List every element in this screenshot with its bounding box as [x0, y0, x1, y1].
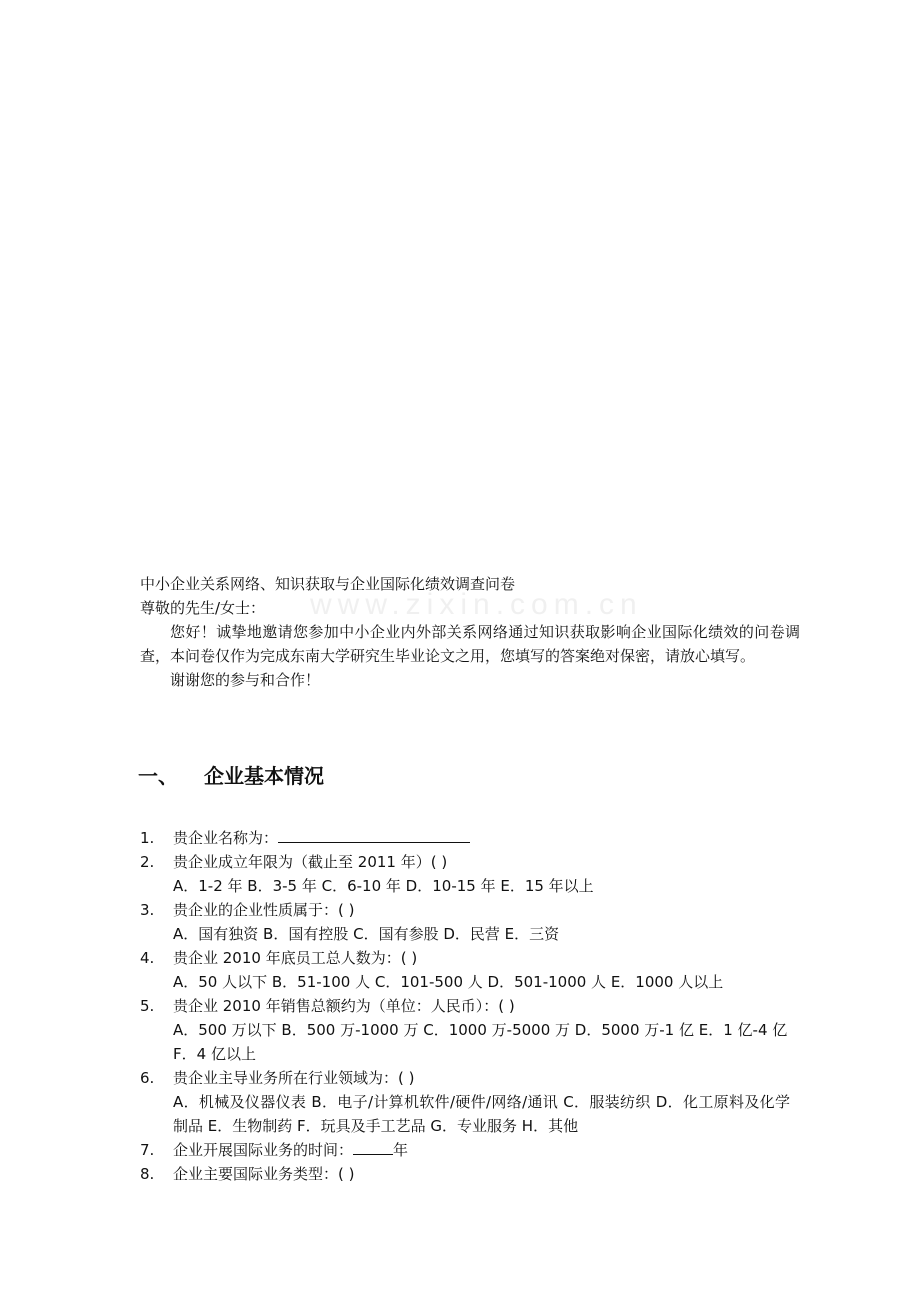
company-name-blank[interactable] — [278, 826, 470, 843]
question-text: 贵企业的企业性质属于：( ) — [173, 901, 355, 919]
survey-intro — [140, 572, 800, 692]
question-text: 贵企业 2010 年销售总额约为（单位：人民币）：( ) — [173, 997, 515, 1015]
section-number: 一、 — [138, 764, 178, 788]
question-number: 4. — [140, 949, 155, 967]
question-7 — [140, 1138, 790, 1162]
question-options: A．500 万以下 B．500 万-1000 万 C．1000 万-5000 万 D．5000 万-1 亿 E．1 亿-4 亿 — [173, 1021, 788, 1039]
question-number: 5. — [140, 997, 155, 1015]
thanks-line: 谢谢您的参与和合作！ — [170, 671, 321, 689]
question-number: 3. — [140, 901, 155, 919]
question-2 — [140, 850, 790, 874]
question-number: 7. — [140, 1141, 155, 1159]
question-number: 6. — [140, 1069, 155, 1087]
question-text: 贵企业主导业务所在行业领域为：( ) — [173, 1069, 415, 1087]
question-text: 贵企业名称为： — [173, 829, 279, 847]
start-year-blank[interactable] — [353, 1138, 393, 1155]
question-suffix: 年 — [393, 1141, 409, 1159]
question-options: A．1-2 年 B．3-5 年 C．6-10 年 D．10-15 年 E．15 年以上 — [173, 877, 594, 895]
question-number: 8. — [140, 1165, 155, 1183]
question-6 — [140, 1066, 790, 1090]
question-number: 1. — [140, 829, 155, 847]
section-title: 企业基本情况 — [204, 764, 324, 788]
question-options: F．4 亿以上 — [173, 1045, 256, 1063]
salutation: 尊敬的先生/女士： — [140, 599, 266, 617]
intro-paragraph: 您好！诚挚地邀请您参加中小企业内外部关系网络通过知识获取影响企业国际化绩效的问卷调查，本问卷仅作为完成东南大学研究生毕业论文之用，您填写的答案绝对保密，请放心填写。 — [140, 623, 800, 665]
question-8 — [140, 1162, 790, 1186]
question-list — [140, 826, 790, 1186]
question-1 — [140, 826, 790, 850]
question-text: 企业主要国际业务类型：( ) — [173, 1165, 355, 1183]
question-text: 贵企业 2010 年底员工总人数为：( ) — [173, 949, 418, 967]
question-options: A．50 人以下 B．51-100 人 C．101-500 人 D．501-1000 人 E．1000 人以上 — [173, 973, 724, 991]
question-text: 企业开展国际业务的时间： — [173, 1141, 354, 1159]
question-number: 2. — [140, 853, 155, 871]
question-text: 贵企业成立年限为（截止至 2011 年）( ) — [173, 853, 448, 871]
question-3 — [140, 898, 790, 922]
question-4 — [140, 946, 790, 970]
section-heading — [138, 760, 324, 789]
survey-title: 中小企业关系网络、知识获取与企业国际化绩效调查问卷 — [140, 575, 516, 593]
question-options: A．机械及仪器仪表 B．电子/计算机软件/硬件/网络/通讯 C．服装纺织 D．化工原料及化学制品 E．生物制药 F．玩具及手工艺品 G．专业服务 H．其他 — [173, 1093, 790, 1135]
watermark: www.zixin.com.cn — [310, 588, 643, 621]
question-options: A．国有独资 B．国有控股 C．国有参股 D．民营 E．三资 — [173, 925, 560, 943]
question-5 — [140, 994, 790, 1018]
